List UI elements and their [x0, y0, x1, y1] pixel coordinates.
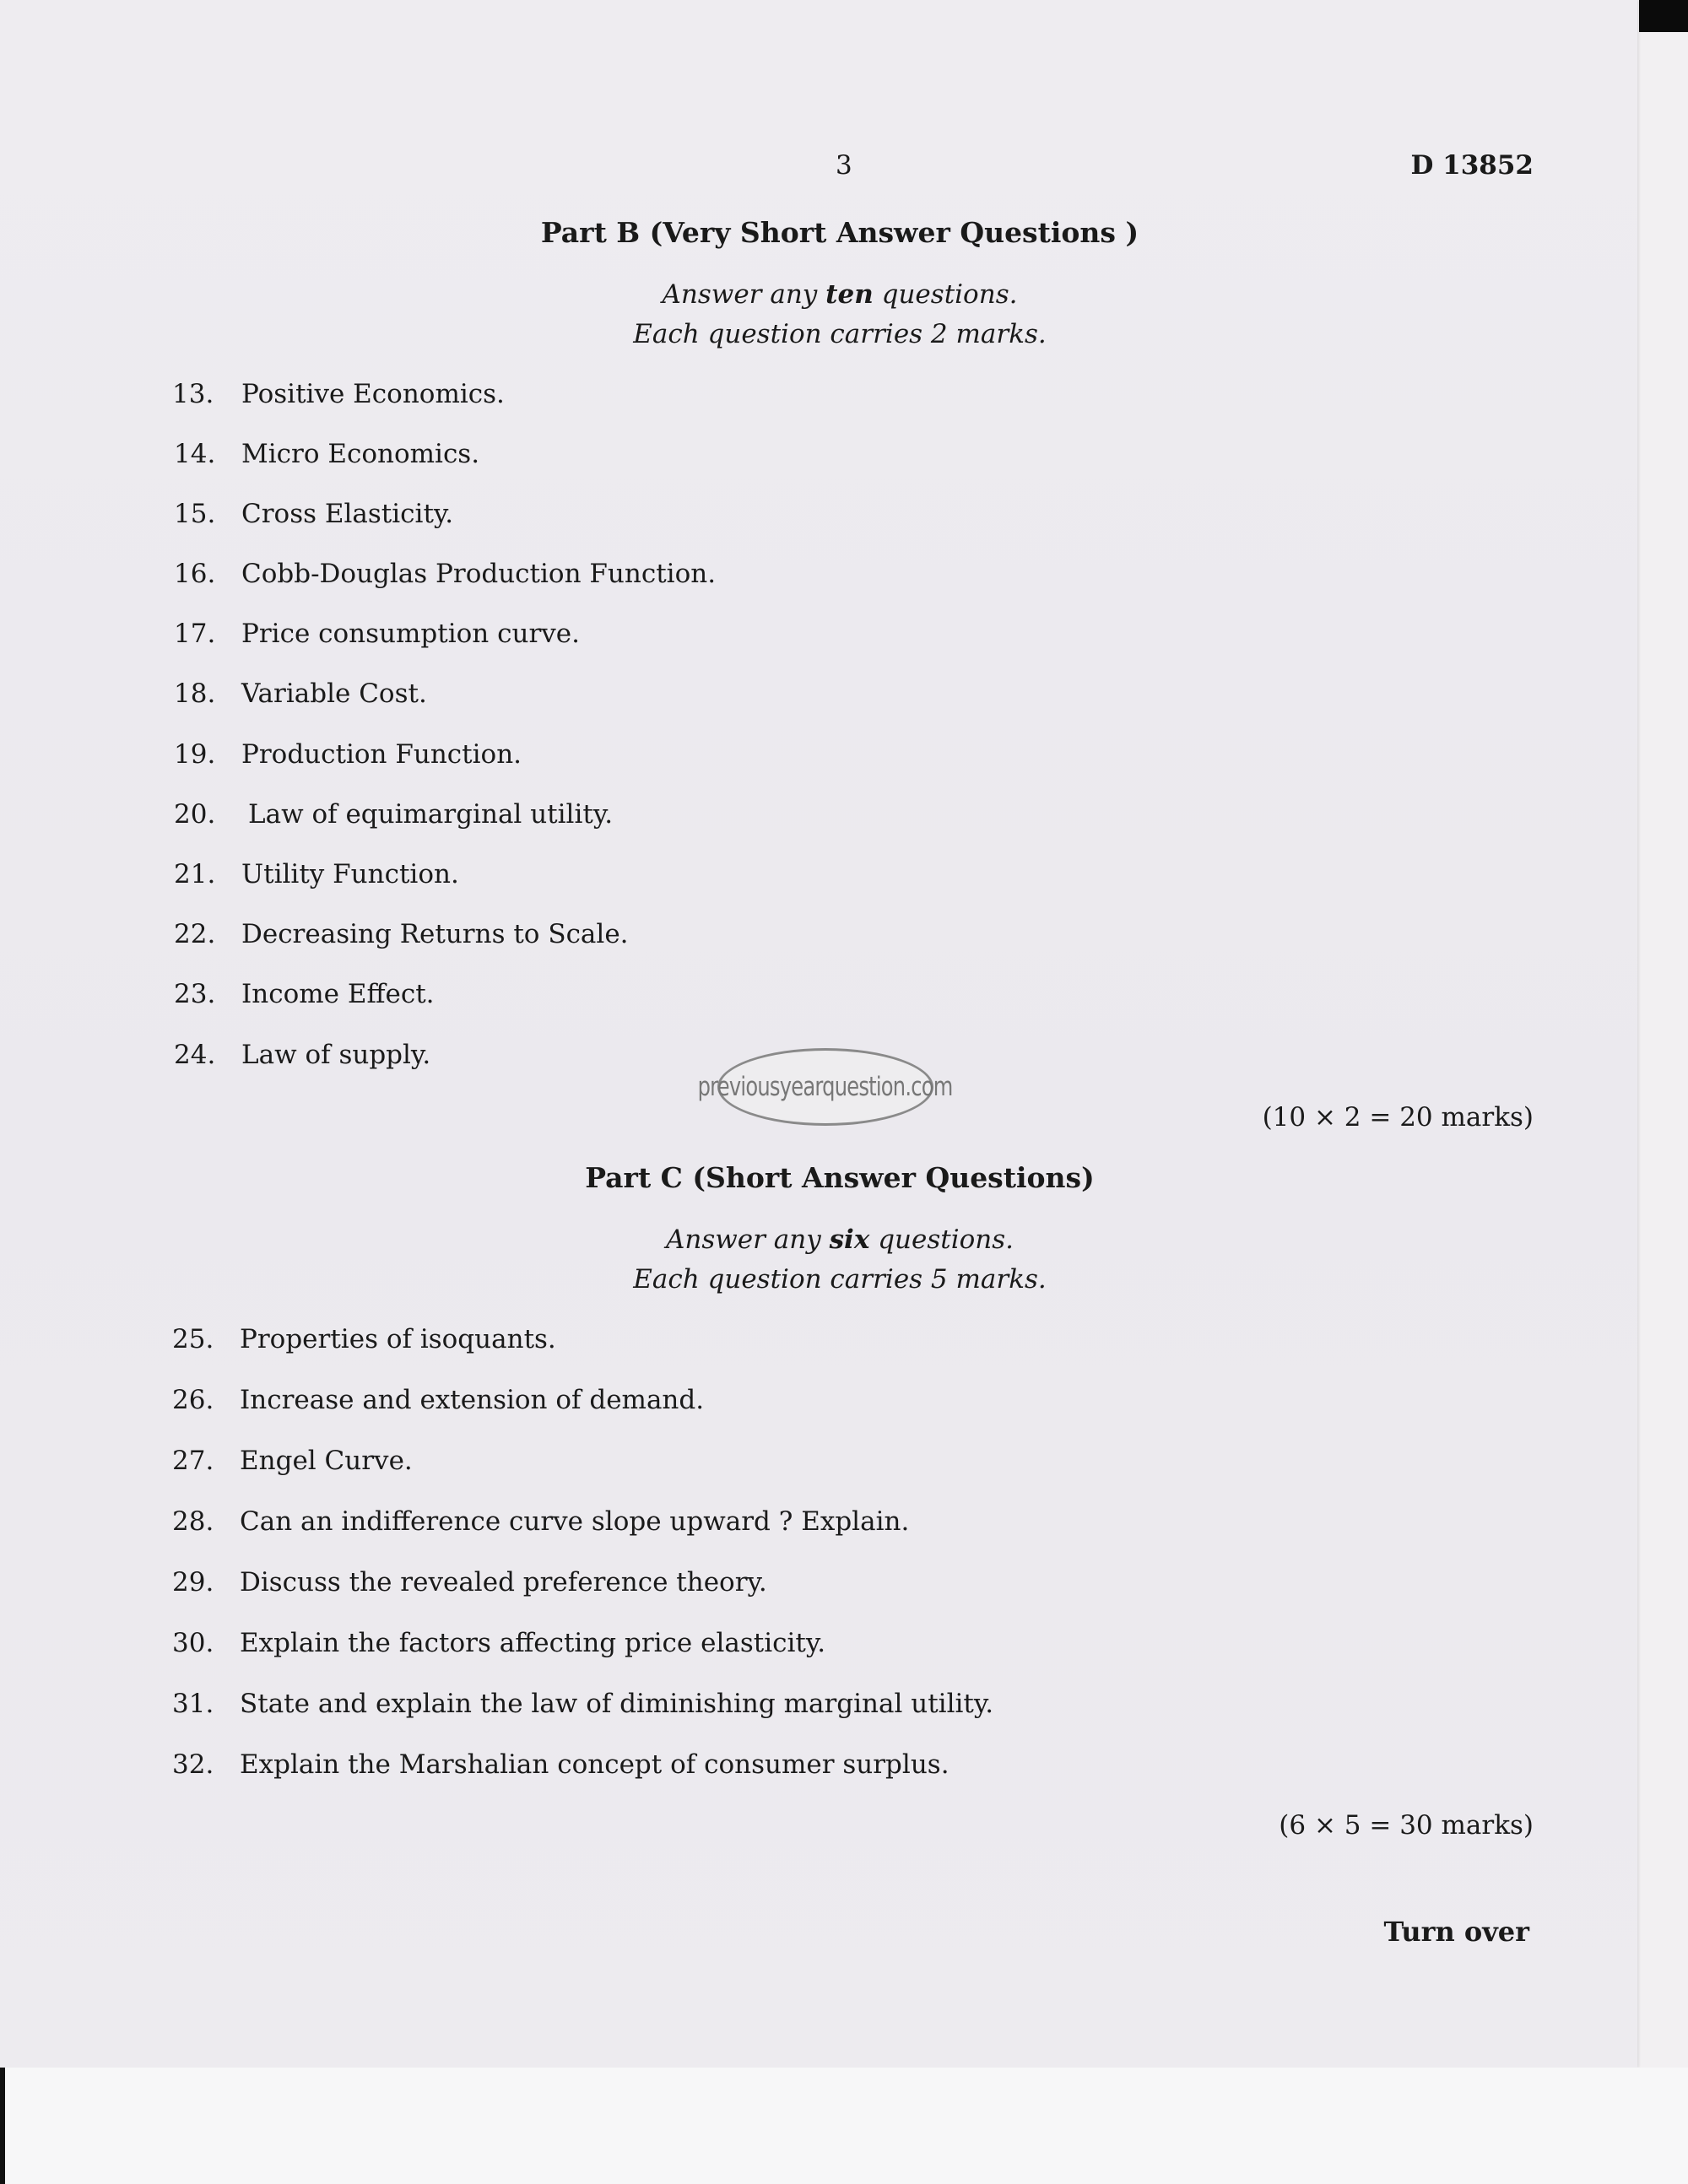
question-number: 19. — [174, 739, 216, 770]
question-number: 13. — [172, 379, 214, 409]
question-number: 17. — [174, 619, 216, 649]
question-number: 29. — [172, 1567, 214, 1597]
question-number: 25. — [172, 1324, 214, 1354]
part-c-heading: Part C (Short Answer Questions) — [585, 1161, 1095, 1194]
question-number: 31. — [172, 1689, 214, 1719]
part-b-heading: Part B (Very Short Answer Questions ) — [540, 216, 1139, 249]
question-text: Income Effect. — [241, 979, 435, 1009]
question-text: Production Function. — [241, 739, 522, 770]
question-number: 23. — [174, 979, 216, 1009]
page-number: 3 — [836, 150, 852, 181]
part-b-total-marks: (10 × 2 = 20 marks) — [1262, 1102, 1534, 1133]
question-number: 27. — [172, 1446, 214, 1476]
question-text: Explain the Marshalian concept of consumer surplus. — [240, 1749, 950, 1780]
question-text: Cobb-Douglas Production Function. — [241, 559, 717, 589]
question-text: State and explain the law of diminishing marginal utility. — [240, 1689, 994, 1719]
question-number: 30. — [172, 1628, 214, 1658]
instruction-count: ten — [825, 279, 874, 310]
instruction-prefix: Answer any — [665, 1224, 821, 1255]
turn-over-label: Turn over — [1383, 1916, 1529, 1948]
scan-edge — [0, 2068, 5, 2184]
paper-code: D 13852 — [1410, 150, 1534, 181]
question-number: 14. — [174, 439, 216, 469]
question-text: Increase and extension of demand. — [240, 1385, 705, 1415]
question-text: Positive Economics. — [241, 379, 505, 409]
part-b-instruction — [0, 279, 1680, 310]
question-text: Discuss the revealed preference theory. — [240, 1567, 767, 1597]
question-number: 26. — [172, 1385, 214, 1415]
question-text: Law of equimarginal utility. — [248, 799, 614, 830]
question-text: Cross Elasticity. — [241, 499, 454, 529]
question-number: 18. — [174, 678, 216, 709]
question-text: Micro Economics. — [241, 439, 480, 469]
question-text: Price consumption curve. — [241, 619, 580, 649]
question-text: Variable Cost. — [241, 678, 427, 709]
question-number: 15. — [174, 499, 216, 529]
question-text: Explain the factors affecting price elasticity. — [240, 1628, 826, 1658]
question-number: 16. — [174, 559, 216, 589]
question-text: Engel Curve. — [240, 1446, 413, 1476]
question-text: Utility Function. — [241, 859, 459, 889]
instruction-count: six — [829, 1224, 870, 1255]
question-text: Decreasing Returns to Scale. — [241, 919, 629, 949]
question-number: 22. — [174, 919, 216, 949]
part-c-marks-note: Each question carries 5 marks. — [633, 1264, 1047, 1295]
instruction-suffix: questions. — [881, 279, 1018, 310]
page-bottom-margin — [0, 2068, 1688, 2184]
part-c-total-marks: (6 × 5 = 30 marks) — [1279, 1810, 1534, 1841]
scan-corner-mark — [1639, 0, 1688, 32]
question-text: Law of supply. — [241, 1040, 431, 1070]
question-number: 21. — [174, 859, 216, 889]
watermark-stamp — [698, 1048, 953, 1126]
instruction-suffix: questions. — [878, 1224, 1014, 1255]
question-number: 20. — [174, 799, 216, 830]
question-number: 28. — [172, 1506, 214, 1537]
question-text: Properties of isoquants. — [240, 1324, 556, 1354]
watermark-text: previousyearquestion.com — [698, 1072, 953, 1102]
part-b-marks-note: Each question carries 2 marks. — [633, 319, 1047, 349]
question-number: 24. — [174, 1040, 216, 1070]
instruction-prefix: Answer any — [662, 279, 818, 310]
question-text: Can an indifference curve slope upward ? Explain. — [240, 1506, 910, 1537]
question-number: 32. — [172, 1749, 214, 1780]
part-c-instruction — [0, 1224, 1680, 1255]
